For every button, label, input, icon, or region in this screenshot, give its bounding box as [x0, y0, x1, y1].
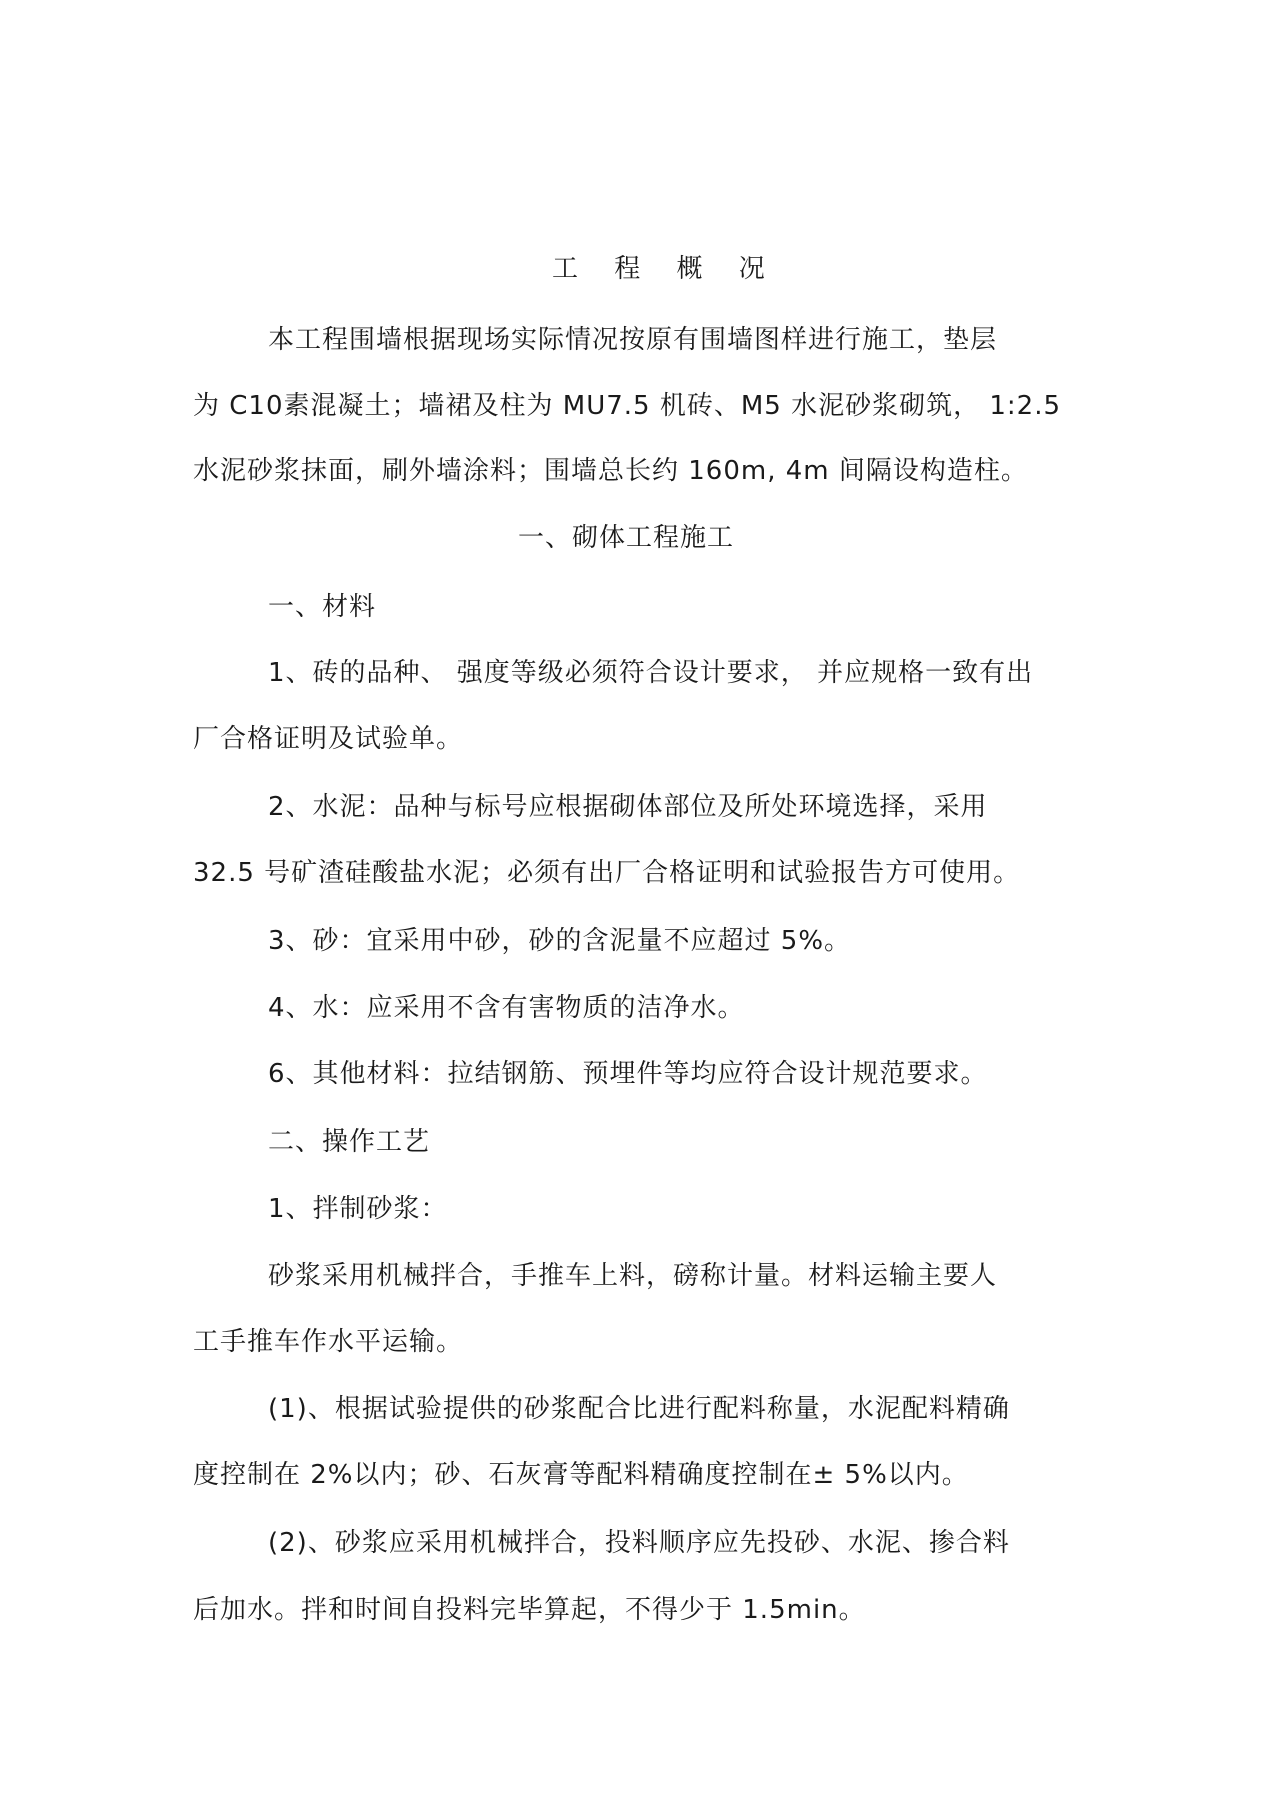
paragraph-line: 为 C10素混凝土；墙裙及柱为 MU7.5 机砖、M5 水泥砂浆砌筑， 1:2.5 — [193, 391, 1061, 421]
paragraph-line: 厂合格证明及试验单。 — [193, 724, 464, 754]
paragraph-line: 32.5 号矿渣硅酸盐水泥；必须有出厂合格证明和试验报告方可使用。 — [193, 858, 1021, 888]
paragraph-line: 水泥砂浆抹面，刷外墙涂料；围墙总长约 160m, 4m 间隔设构造柱。 — [193, 456, 1028, 486]
paragraph-line: 3、砂：宜采用中砂，砂的含泥量不应超过 5%。 — [268, 926, 852, 956]
paragraph-line: 1、拌制砂浆： — [268, 1194, 448, 1224]
paragraph-line: 砂浆采用机械拌合，手推车上料，磅称计量。材料运输主要人 — [268, 1261, 998, 1291]
paragraph-line: 6、其他材料：拉结钢筋、预埋件等均应符合设计规范要求。 — [268, 1059, 988, 1089]
paragraph-line: (2)、砂浆应采用机械拌合，投料顺序应先投砂、水泥、掺合料 — [268, 1528, 1010, 1558]
paragraph-line: 后加水。拌和时间自投料完毕算起，不得少于 1.5min。 — [193, 1595, 866, 1625]
paragraph-line: 4、水：应采用不含有害物质的洁净水。 — [268, 993, 745, 1023]
subsection-heading: 一、材料 — [268, 592, 377, 622]
paragraph-line: 本工程围墙根据现场实际情况按原有围墙图样进行施工，垫层 — [268, 325, 998, 355]
subsection-heading: 二、操作工艺 — [268, 1127, 431, 1157]
paragraph-line: 2、水泥：品种与标号应根据砌体部位及所处环境选择，采用 — [268, 792, 988, 822]
paragraph-line: 1、砖的品种、 强度等级必须符合设计要求， 并应规格一致有出 — [268, 658, 1034, 688]
section-heading: 一、砌体工程施工 — [518, 523, 735, 553]
paragraph-line: 度控制在 2%以内；砂、石灰膏等配料精确度控制在± 5%以内。 — [193, 1460, 969, 1490]
paragraph-line: (1)、根据试验提供的砂浆配合比进行配料称量，水泥配料精确 — [268, 1394, 1010, 1424]
paragraph-line: 工手推车作水平运输。 — [193, 1327, 464, 1357]
document-title: 工 程 概 况 — [552, 254, 779, 284]
